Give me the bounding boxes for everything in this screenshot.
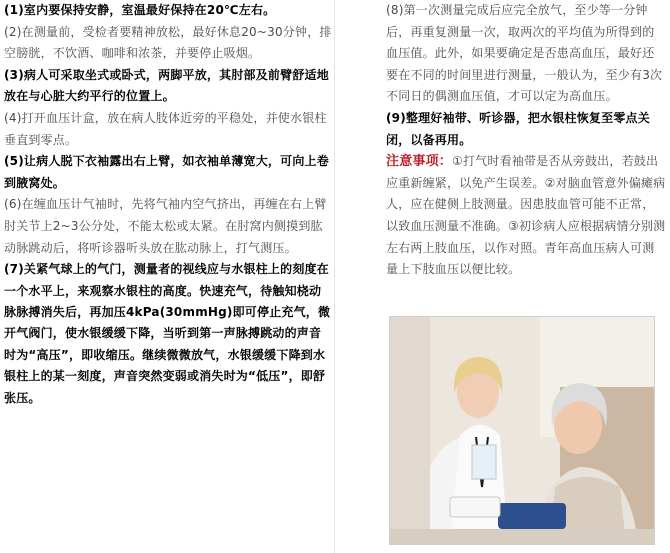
step-1-text: (1)室内要保持安静，室温最好保持在20℃左右。 [4,3,276,17]
nurse-patient-photo [389,316,655,545]
notes-title: 注意事项： [386,154,453,170]
step-6-text: (6)在缠血压计气袖时，先将气袖内空气挤出，再缠在右上臂肘关节上2~3公分处，不能太松或太紧。在肘窝内侧摸到肱动脉跳动后，将听诊器听头放在肱动脉上，打气测压。 [4,197,327,255]
photo-illustration [390,317,654,544]
step-4-text: (4)打开血压计盒，放在病人肢体近旁的平稳处，并使水银柱垂直到零点。 [4,110,327,147]
left-column [4,0,332,409]
step-7-text: (7)关紧气球上的气门，测量者的视线应与水银柱上的刻度在一个水平上，来观察水银柱的高度。快速充气，待触知桡动脉脉搏消失后，再加压4kPa(30mmHg)即可停止充气，微开气阀门，使水银缓缓下降，当听到第一声脉搏跳动的声音时为“高压”，即收缩压。继续微微放气，水银缓缓下降到水银柱上的某一刻度，声音突然变弱或消失时为“低压”，即舒张压。 [4,262,331,405]
step-3-text: (3)病人可采取坐式或卧式，两脚平放，其肘部及前臂舒适地放在与心脏大约平行的位置上。 [4,67,329,104]
step-9-text: (9)整理好袖带、听诊器，把水银柱恢复至零点关闭，以备再用。 [386,110,650,147]
right-column [386,0,666,281]
step-2-text: (2)在测量前，受检者要精神放松，最好休息20~30分钟，排空膀胱，不饮酒、咖啡和浓茶，并要停止吸烟。 [4,24,332,61]
notes-paragraph [386,151,666,281]
notes-text: ①打气时看袖带是否从旁鼓出，若鼓出应重新缠紧，以免产生误差。②对脑血管意外偏瘫病人，应在健侧上肢测量。因患肢血管可能不正常，以致血压测量不准确。③初诊病人应根据病情分别测左右两上肢血压，以作对照。青年高血压病人可测量上下肢血压以便比较。 [386,154,666,277]
step-5-text: (5)让病人脱下衣袖露出右上臂，如衣袖单薄宽大，可向上卷到腋窝处。 [4,154,329,190]
step-8-text: (8)第一次测量完成后应完全放气，至少等一分钟后，再重复测量一次，取两次的平均值为所得到的血压值。此外，如果要确定是否患高血压，最好还要在不同的时间里进行测量，一般认为，至少有3次不同日的偶测血压值，才可以定为高血压。 [386,3,663,104]
column-divider [334,0,335,553]
